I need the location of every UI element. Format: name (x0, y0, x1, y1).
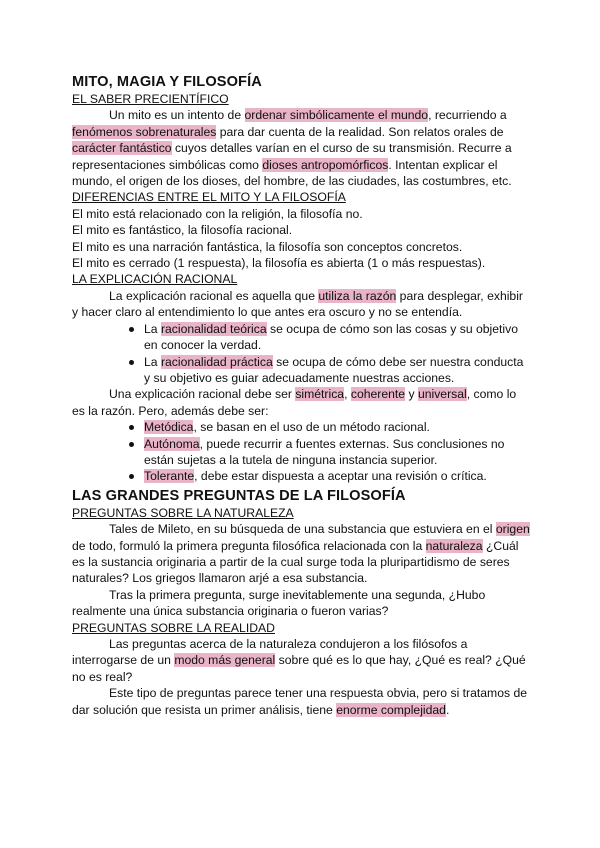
highlighted-text: origen (495, 522, 530, 537)
paragraph-segunda-pregunta (72, 587, 532, 620)
highlighted-text: racionalidad teórica (160, 321, 267, 336)
bullet-icon (129, 425, 134, 430)
list-item-autonoma (72, 436, 532, 469)
highlighted-text: universal (417, 387, 467, 402)
text-run: de todo, formuló la primera pregunta filosófica relacionada con la (72, 538, 426, 553)
highlighted-text: modo más general (174, 653, 276, 668)
text-run: Tales de Mileto, en su búsqueda de una substancia que estuviera en el (109, 522, 496, 537)
highlighted-text: enorme complejidad (336, 702, 446, 717)
text-run: sobre qué es lo que hay, ¿Qué es real? ¿Qué no es real? (72, 653, 526, 684)
bullet-icon (129, 327, 134, 332)
title-grandes-preguntas: LAS GRANDES PREGUNTAS DE LA FILOSOFÍA (72, 487, 406, 504)
paragraph-complejidad (72, 685, 532, 718)
text-run: , se basan en el uso de un método racional. (193, 420, 430, 435)
text-run: . Intentan explicar el mundo, el origen de los dioses, del hombre, de las ciudades, las costumbres, etc. (72, 157, 512, 189)
text-run: , debe estar dispuesta a aceptar una revisión o crítica. (194, 469, 487, 484)
text-run: La (144, 354, 161, 369)
diferencia-line-1: El mito está relacionado con la religión, la filosofía no. (72, 206, 363, 221)
highlighted-text: ordenar simbólicamente el mundo (244, 108, 429, 123)
list-item-racionalidad-practica (72, 354, 532, 387)
highlighted-text: Metódica (144, 420, 194, 435)
diferencia-line-2: El mito es fantástico, la filosofía racional. (72, 223, 293, 238)
text-run: Una explicación racional debe ser (109, 387, 296, 402)
highlighted-text: carácter fantástico (72, 141, 172, 156)
paragraph-explicacion-racional (72, 288, 532, 321)
paragraph-explicacion-requisitos (72, 386, 532, 419)
title-mito-magia-filosofia: MITO, MAGIA Y FILOSOFÍA (72, 74, 262, 90)
text-run: cuyos detalles varían en el curso de su transmisión. Recurre a representaciones simbólicas como (72, 141, 512, 172)
heading-preguntas-naturaleza: PREGUNTAS SOBRE LA NATURALEZA (72, 505, 294, 520)
text-run: se ocupa de cómo debe ser nuestra conducta y su objetivo es guiar adecuadamente nuestras acciones. (144, 354, 524, 385)
text-run: Este tipo de preguntas parece tener una respuesta obvia, pero si tratamos de dar solución que resista un primer análisis, tiene (72, 686, 528, 717)
paragraph-mito (72, 107, 532, 189)
bullet-icon (129, 442, 134, 447)
list-item-text (144, 437, 504, 467)
diferencia-line-4: El mito es cerrado (1 respuesta), la filosofía es abierta (1 o más respuestas). (72, 256, 486, 271)
diferencia-line-3: El mito es una narración fantástica, la filosofía son conceptos concretos. (72, 239, 463, 254)
highlighted-text: coherente (350, 387, 406, 402)
bullet-icon (129, 474, 134, 479)
text-run: , puede recurrir a fuentes externas. Sus conclusiones no están sujetas a la tutela de ninguna instancia superior. (144, 436, 505, 467)
list-item-text (144, 469, 487, 483)
list-item-text (144, 355, 523, 385)
text-run: para dar cuenta de la realidad. Son relatos orales de (216, 124, 504, 139)
text-run: Tras la primera pregunta, surge inevitablemente una segunda, ¿Hubo realmente una única substancia originaria o fueron varias? (72, 587, 486, 619)
text-run: . (445, 702, 450, 717)
text-run: ¿Cuál es la sustancia originaria a partir de la cual surge toda la pluripartidismo de seres naturales? Los griegos llamaron arjé a esa substancia. (72, 538, 519, 586)
highlighted-text: utiliza la razón (318, 288, 397, 303)
racionalidad-list (72, 321, 532, 387)
text-run: se ocupa de cómo son las cosas y su objetivo en conocer la verdad. (144, 321, 518, 353)
list-item-metodica (72, 419, 532, 435)
highlighted-text: racionalidad práctica (160, 354, 273, 369)
highlighted-text: fenómenos sobrenaturales (72, 124, 217, 139)
text-run: para desplegar, exhibir y hacer claro al entendimiento lo que antes era oscuro y no se entendía. (72, 288, 523, 320)
text-run: Las preguntas acerca de la naturaleza condujeron a los filósofos a interrogarse de un (72, 637, 468, 668)
text-run: , como lo es la razón. Pero, además debe ser: (72, 387, 517, 418)
highlighted-text: Tolerante (144, 469, 195, 484)
heading-saber-precientifico: EL SABER PRECIENTÍFICO (72, 92, 229, 106)
heading-diferencias: DIFERENCIAS ENTRE EL MITO Y LA FILOSOFÍA (72, 190, 346, 205)
text-run: , recurriendo a (428, 108, 507, 123)
list-item-racionalidad-teorica (72, 321, 532, 354)
highlighted-text: dioses antropomórficos (262, 157, 389, 172)
highlighted-text: Autónoma (144, 436, 200, 451)
highlighted-text: simétrica (295, 387, 345, 402)
text-run: , (344, 387, 351, 402)
list-item-text (144, 420, 430, 434)
paragraph-preguntas-realidad (72, 636, 532, 685)
list-item-tolerante (72, 468, 532, 484)
text-run: La explicación racional es aquella que (109, 288, 319, 303)
bullet-icon (129, 360, 134, 365)
text-run: y (405, 387, 418, 402)
text-run: Un mito es un intento de (109, 108, 245, 123)
requisitos-list (72, 419, 532, 485)
heading-explicacion-racional: LA EXPLICACIÓN RACIONAL (72, 272, 238, 287)
text-run: La (144, 321, 161, 336)
highlighted-text: naturaleza (425, 538, 483, 553)
paragraph-tales-de-mileto (72, 521, 532, 587)
list-item-text (144, 322, 518, 352)
heading-preguntas-realidad: PREGUNTAS SOBRE LA REALIDAD (72, 620, 275, 635)
document-content (72, 73, 532, 718)
